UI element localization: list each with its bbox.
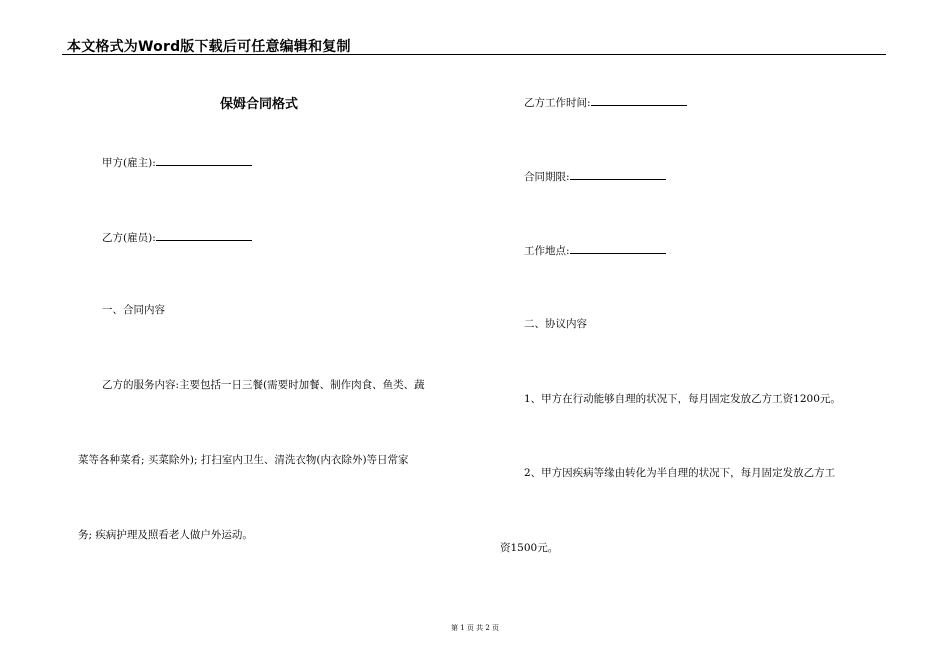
term-label: 合同期限: [524,171,570,183]
work-time-blank [591,95,687,106]
party-b-field [102,230,252,244]
work-time-label: 乙方工作时间: [524,97,591,109]
party-b-blank [156,230,252,241]
party-b-label: 乙方(雇员): [102,232,156,244]
agreement-item-2-line-2: 资1500元。 [500,542,559,554]
term-field [524,169,666,183]
header-rule [62,54,886,55]
term-blank [570,169,666,180]
document-title: 保姆合同格式 [220,97,299,112]
service-line-2: 菜等各种菜肴; 买菜除外); 打扫室内卫生、清洗衣物(内衣除外)等日常家 [78,454,409,466]
work-time-field [524,95,687,109]
section-2-heading: 二、协议内容 [524,318,587,330]
party-a-blank [156,155,252,166]
location-blank [570,243,666,254]
section-1-heading: 一、合同内容 [102,304,165,316]
service-line-3: 务; 疾病护理及照看老人做户外运动。 [78,529,253,541]
location-label: 工作地点: [524,245,570,257]
service-line-1: 乙方的服务内容:主要包括一日三餐(需要时加餐、制作肉食、鱼类、蔬 [102,379,425,391]
page-number: 第 1 页 共 2 页 [450,624,500,632]
party-a-label: 甲方(雇主): [102,157,156,169]
agreement-item-2-line-1: 2、甲方因疾病等缘由转化为半自理的状况下，每月固定发放乙方工 [524,467,836,479]
page-header-text: 本文格式为Word版下载后可任意编辑和复制 [67,39,351,55]
party-a-field [102,155,252,169]
agreement-item-1: 1、甲方在行动能够自理的状况下，每月固定发放乙方工资1200元。 [524,393,841,405]
location-field [524,243,666,257]
